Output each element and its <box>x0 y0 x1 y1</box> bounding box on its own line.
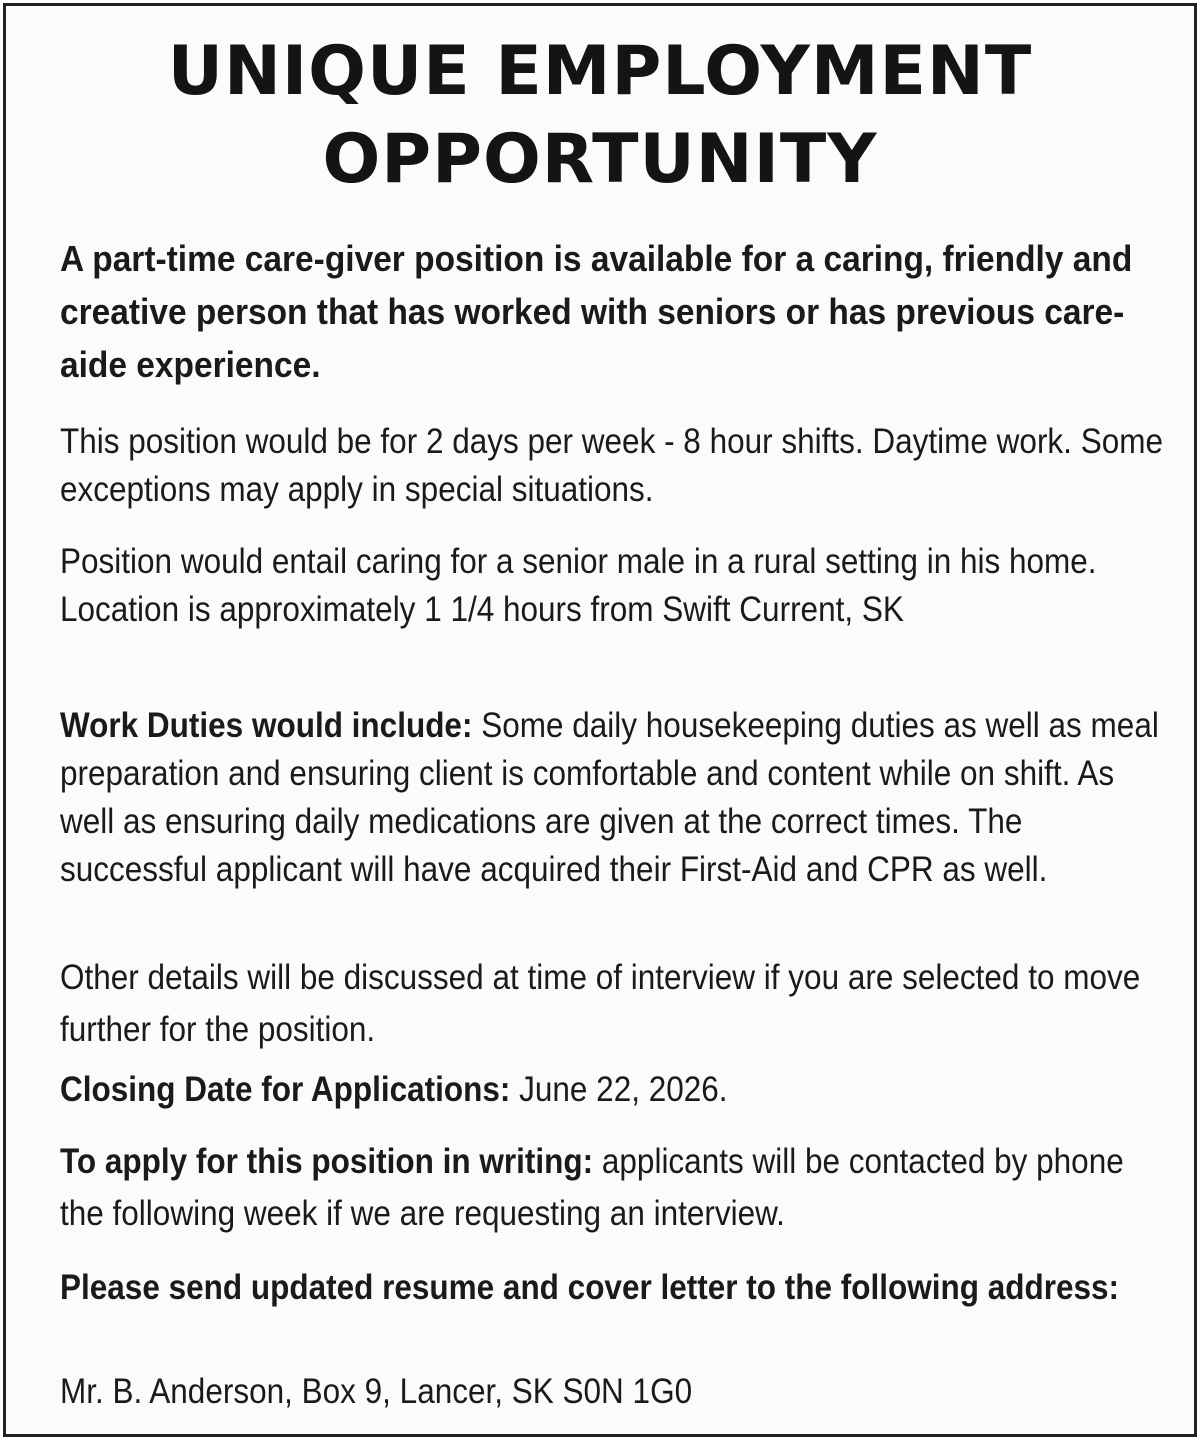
apply-text: applicants will be contacted by phone the following week if we are requesting an interview. <box>60 1142 1124 1233</box>
headline-line-2: OPPORTUNITY <box>322 120 878 199</box>
closing-date-value: June 22, 2026. <box>519 1070 728 1109</box>
location-paragraph: Position would entail caring for a senior male in a rural setting in his home. Location is approximately 1 1/4 hours from Swift Current, SK <box>60 542 1097 629</box>
headline-line-1: UNIQUE EMPLOYMENT <box>167 32 1033 111</box>
duties-label: Work Duties would include: <box>60 706 473 745</box>
apply-label: To apply for this position in writing: <box>60 1142 594 1181</box>
mailing-address: Mr. B. Anderson, Box 9, Lancer, SK S0N 1G0 <box>60 1372 693 1411</box>
schedule-paragraph: This position would be for 2 days per week - 8 hour shifts. Daytime work. Some exceptions may apply in special situations. <box>60 422 1163 509</box>
closing-date-label: Closing Date for Applications: <box>60 1070 511 1109</box>
other-details-paragraph: Other details will be discussed at time of interview if you are selected to move further for the position. <box>60 958 1141 1049</box>
lead-paragraph: A part-time care-giver position is available for a caring, friendly and creative person that has worked with seniors or has previous care-aide experience. <box>60 238 1133 385</box>
send-instruction: Please send updated resume and cover letter to the following address: <box>60 1268 1120 1307</box>
duties-paragraph <box>60 702 1167 894</box>
apply-paragraph <box>60 1136 1167 1240</box>
duties-text: Some daily housekeeping duties as well as meal preparation and ensuring client is comfortable and content while on shift. As well as ensuring daily medications are given at the correct times. The successful applicant will have acquired their First-Aid and CPR as well. <box>60 706 1159 889</box>
closing-date-paragraph <box>60 1066 1167 1114</box>
